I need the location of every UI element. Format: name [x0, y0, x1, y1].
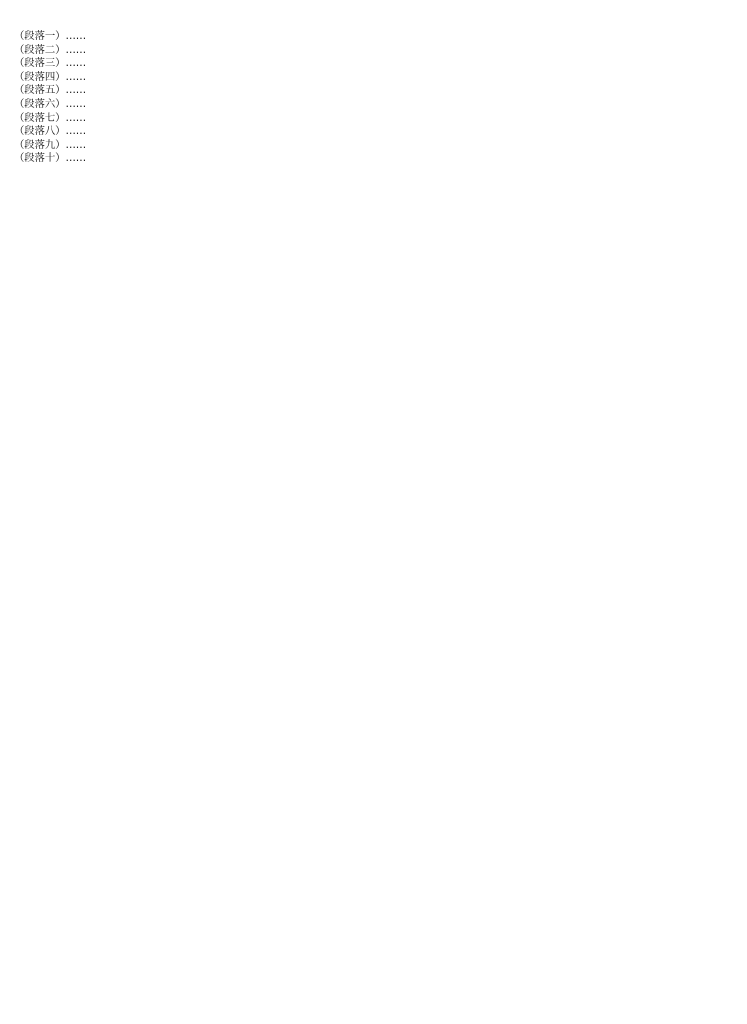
paragraph: （段落九）…… — [14, 138, 87, 151]
paragraph: （段落五）…… — [14, 84, 87, 97]
paragraph: （段落一）…… — [14, 30, 87, 42]
paragraph: （段落八）…… — [14, 125, 87, 138]
paragraph: （段落二）…… — [14, 43, 87, 56]
paragraph: （段落十）…… — [14, 152, 87, 165]
paragraph: （段落六）…… — [14, 97, 87, 110]
paragraph: （段落三）…… — [14, 57, 87, 70]
paragraph: （段落七）…… — [14, 111, 87, 124]
paragraph: （段落四）…… — [14, 70, 87, 83]
